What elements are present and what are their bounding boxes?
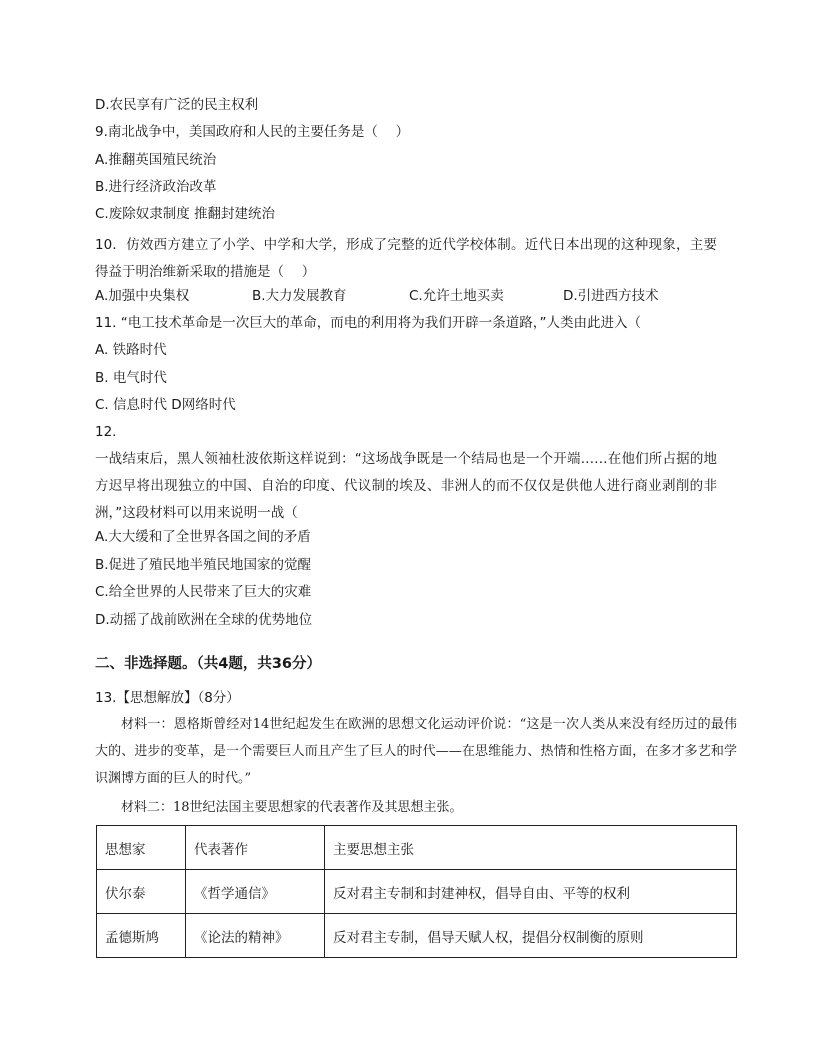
section-heading: 二、非选择题。（共4题，共36分）: [95, 656, 322, 672]
q12-number: 12.: [95, 424, 117, 440]
q11-option-b: B. 电气时代: [95, 370, 167, 386]
table-cell: 反对君主专制和封建神权，倡导自由、平等的权利: [325, 870, 737, 914]
q12-option-a: A.大大缓和了全世界各国之间的矛盾: [95, 529, 311, 545]
q12-option-d: D.动摇了战前欧洲在全球的优势地位: [95, 612, 313, 628]
q10-option-b: B.大力发展教育: [252, 288, 347, 304]
table-cell: 反对君主专制，倡导天赋人权，提倡分权制衡的原则: [325, 914, 737, 958]
q12-stem: 一战结束后，黑人领袖杜波依斯这样说到：“这场战争既是一个结局也是一个开端……在他们所占据的地方迟早将出现独立的中国、自治的印度、代议制的埃及、非洲人的而不仅仅是供他人进行商业剥削的非洲，”这段材料可以用来说明一战（: [95, 451, 717, 521]
table-cell: 伏尔泰: [97, 870, 186, 914]
table-cell: 《哲学通信》: [186, 870, 325, 914]
table-row: [97, 870, 737, 914]
q9-option-a: A.推翻英国殖民统治: [95, 152, 217, 168]
q9-option-c: C.废除奴隶制度 推翻封建统治: [95, 206, 276, 222]
table-cell: 《论法的精神》: [186, 914, 325, 958]
table-header-row: [97, 826, 737, 870]
q9-option-b: B.进行经济政治改革: [95, 179, 217, 195]
thinkers-table: [96, 825, 737, 958]
q10-option-a: A.加强中央集权: [95, 288, 190, 304]
table-row: [97, 914, 737, 958]
table-header-cell: 思想家: [97, 826, 186, 870]
q11-option-a: A. 铁路时代: [95, 342, 167, 358]
q11-option-c: C. 信息时代 D网络时代: [95, 397, 236, 413]
q10-option-d: D.引进西方技术: [563, 288, 659, 304]
q13-material-2: 材料二：18世纪法国主要思想家的代表著作及其思想主张。: [121, 800, 463, 815]
q10-option-c: C.允许土地买卖: [409, 288, 504, 304]
table-header-cell: 主要思想主张: [325, 826, 737, 870]
q10-stem: 10．仿效西方建立了小学、中学和大学，形成了完整的近代学校体制。近代日本出现的这种现象，主要得益于明治维新采取的措施是（ ）: [95, 237, 717, 280]
q12-option-b: B.促进了殖民地半殖民地国家的觉醒: [95, 557, 312, 573]
table-cell: 孟德斯鸠: [97, 914, 186, 958]
table-header-cell: 代表著作: [186, 826, 325, 870]
q13-material-1: 材料一：恩格斯曾经对14世纪起发生在欧洲的思想文化运动评价说：“这是一次人类从来没有经历过的最伟大的、进步的变革，是一个需要巨人而且产生了巨人的时代——在思维能力、热情和性格方面，在多才多艺和学识渊博方面的巨人的时代。”: [95, 717, 737, 786]
q12-option-c: C.给全世界的人民带来了巨大的灾难: [95, 584, 312, 600]
q8-option-d: D.农民享有广泛的民主权利: [95, 97, 259, 113]
q11-stem: 11. “电工技术革命是一次巨大的革命，而电的利用将为我们开辟一条道路，”人类由此进入（: [95, 315, 641, 331]
q13-title: 13.【思想解放】（8分）: [95, 690, 240, 706]
q9-stem: 9.南北战争中，美国政府和人民的主要任务是（ ）: [95, 124, 410, 140]
